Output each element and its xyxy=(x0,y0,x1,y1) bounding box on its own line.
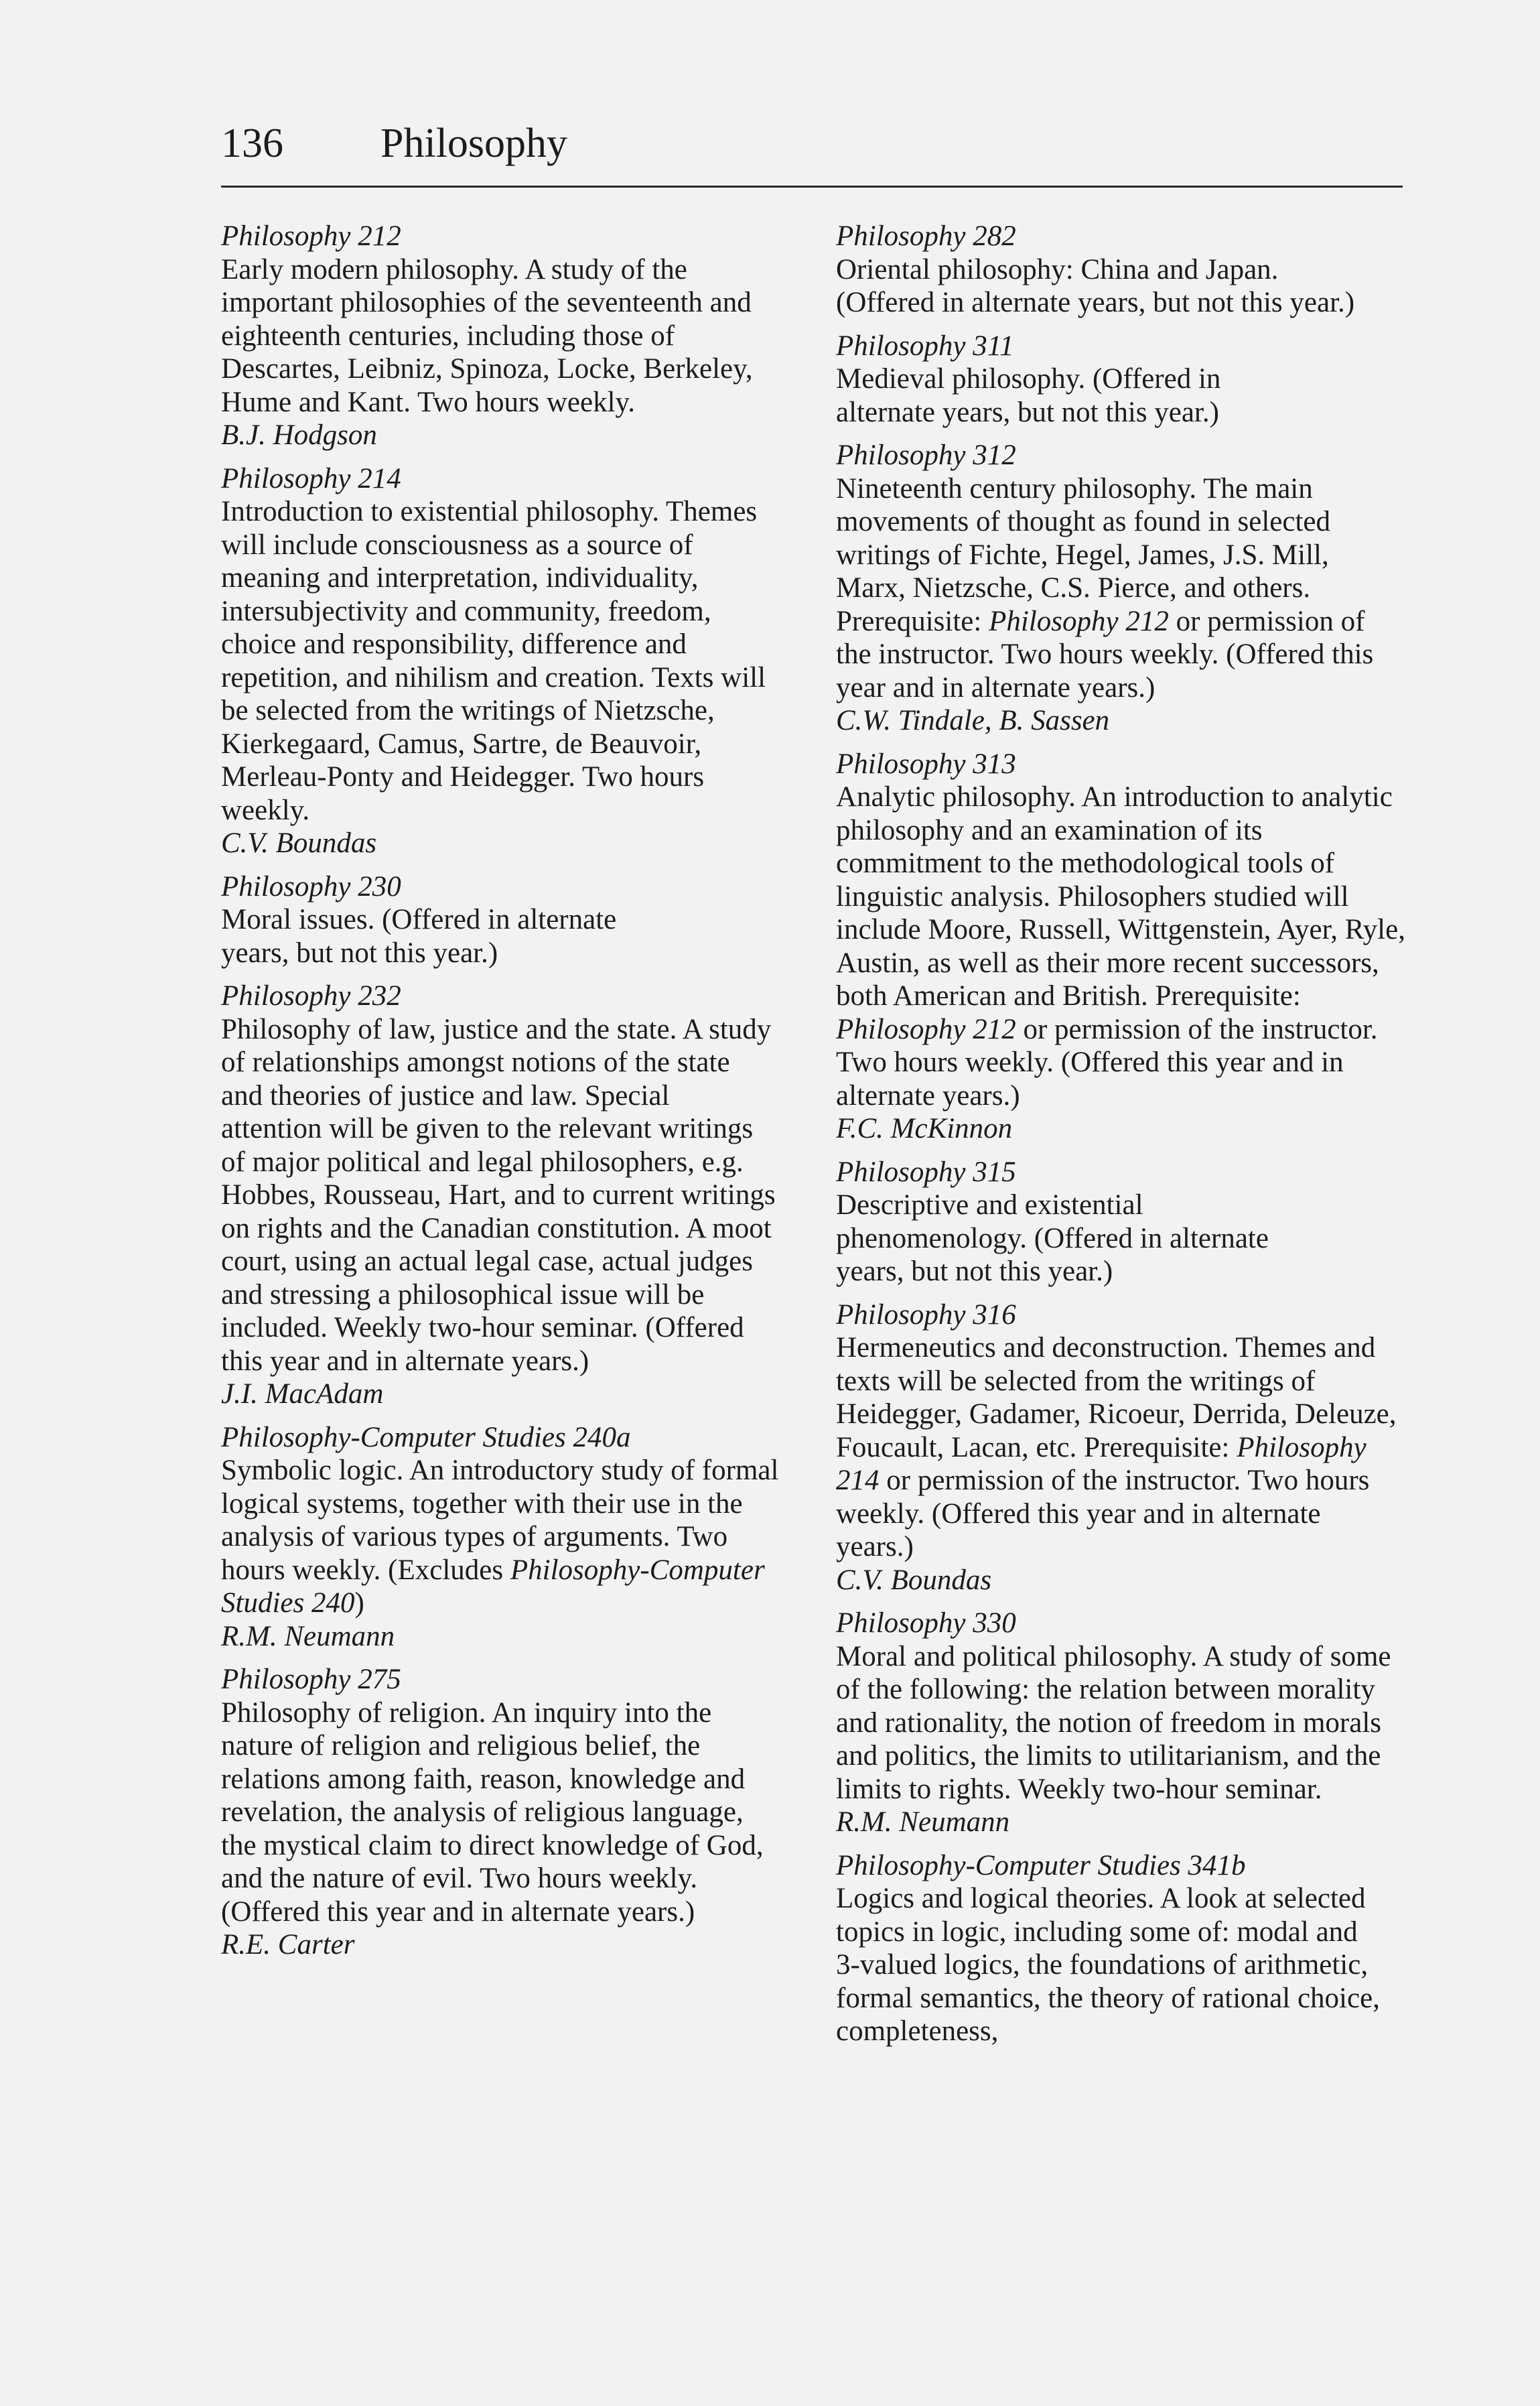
page-number: 136 xyxy=(221,121,283,166)
course-code: Philosophy 316 xyxy=(836,1298,1016,1331)
description-course-ref: Philosophy 212 xyxy=(836,1013,1016,1045)
course-description: Moral issues. (Offered in alternate years, but not this year.) xyxy=(221,904,617,969)
course-code: Philosophy 311 xyxy=(836,330,1014,362)
course-instructor: C.V. Boundas xyxy=(221,827,377,859)
course-code: Philosophy 232 xyxy=(221,980,401,1012)
course-instructor: R.M. Neumann xyxy=(221,1620,395,1652)
course-entry xyxy=(221,220,770,452)
course-code: Philosophy 275 xyxy=(221,1664,401,1695)
course-description: Moral and political philosophy. A study of some of the following: the relation between morality and rationality, the notion of freedom in morals and politics, the limits to utilitarianism, and the limits to rights. Weekly two-hour seminar. xyxy=(836,1640,1391,1805)
course-code: Philosophy-Computer Studies 240a xyxy=(221,1421,631,1453)
course-code: Philosophy 330 xyxy=(836,1607,1016,1639)
course-description: Introduction to existential philosophy. Themes will include consciousness as a source of meaning and interpretation, individuality, intersubjectivity and community, freedom, choice and responsibility, difference and repetition, and nihilism and creation. Texts will be selected from the writings of Nietzsche, Kierkegaard, Camus, Sartre, de Beauvoir, Merleau-Ponty and Heidegger. Two hours weekly. xyxy=(221,496,766,826)
course-entry xyxy=(836,439,1399,738)
description-course-ref: Philosophy 212 xyxy=(989,605,1169,637)
course-instructor: B.J. Hodgson xyxy=(221,419,377,451)
course-instructor: C.W. Tindale, B. Sassen xyxy=(836,705,1110,736)
course-entry xyxy=(221,1663,784,1962)
course-description: Oriental philosophy: China and Japan. (Offered in alternate years, but not this year.) xyxy=(836,253,1355,318)
course-code: Philosophy 315 xyxy=(836,1156,1016,1188)
description-text: Analytic philosophy. An introduction to analytic philosophy and an examination of its commitment to the methodological tools of linguistic analysis. Philosophers studied will include Moore, Russell, Wittgenstein, Ayer, Ryle, Austin, as well as their more recent successors, both American and British. Prerequisite: xyxy=(836,781,1405,1012)
course-entry xyxy=(836,1849,1385,2048)
course-instructor: J.I. MacAdam xyxy=(221,1378,384,1410)
course-entry xyxy=(221,980,777,1411)
course-code: Philosophy-Computer Studies 341b xyxy=(836,1849,1246,1881)
course-description xyxy=(221,1454,784,1620)
course-entry xyxy=(221,462,777,860)
course-code: Philosophy 312 xyxy=(836,440,1016,471)
course-entry xyxy=(836,748,1405,1146)
course-entry xyxy=(836,1607,1405,1839)
course-code: Philosophy 214 xyxy=(221,462,401,494)
course-instructor: R.M. Neumann xyxy=(836,1806,1010,1838)
course-entry xyxy=(221,1421,784,1654)
course-entry xyxy=(836,220,1358,320)
course-code: Philosophy 230 xyxy=(221,870,401,903)
section-title: Philosophy xyxy=(380,121,568,166)
course-entry xyxy=(836,1156,1318,1288)
course-description xyxy=(836,1331,1405,1564)
description-text-after: ) xyxy=(354,1587,364,1619)
course-description xyxy=(836,781,1405,1112)
description-course-ref: Philosophy-Computer Studies 240 xyxy=(221,1554,765,1619)
description-text: Symbolic logic. An introductory study of formal logical systems, together with their use in the analysis of various types of arguments. Two hours weekly. (Excludes xyxy=(221,1455,779,1586)
course-description: Descriptive and existential phenomenology. (Offered in alternate years, but not this year.) xyxy=(836,1189,1269,1287)
right-column xyxy=(836,220,1405,2058)
description-text-after: or permission of the instructor. Two hours weekly. (Offered this year and in alternate years.) xyxy=(836,1013,1378,1112)
course-description: Early modern philosophy. A study of the important philosophies of the seventeenth and eighteenth centuries, including those of Descartes, Leibniz, Spinoza, Locke, Berkeley, Hume and Kant. Two hours weekly. xyxy=(221,253,753,418)
course-description: Medieval philosophy. (Offered in alternate years, but not this year.) xyxy=(836,363,1221,428)
course-code: Philosophy 313 xyxy=(836,748,1016,780)
course-instructor: R.E. Carter xyxy=(221,1929,355,1960)
description-text-after: or permission of the instructor. Two hours weekly. (Offered this year and in alternate years.) xyxy=(836,1465,1370,1562)
course-description: Philosophy of law, justice and the state. A study of relationships amongst notions of the state and theories of justice and law. Special attention will be given to the relevant writings of major political and legal philosophers, e.g. Hobbes, Rousseau, Hart, and to current writings on rights and the Canadian constitution. A moot court, using an actual legal case, actual judges and stressing a philosophical issue will be included. Weekly two-hour seminar. (Offered this year and in alternate years.) xyxy=(221,1013,776,1377)
page-header xyxy=(221,115,1403,188)
course-description: Philosophy of religion. An inquiry into the nature of religion and religious belief, the relations among faith, reason, knowledge and revelation, the analysis of religious language, the mystical claim to direct knowledge of God, and the nature of evil. Two hours weekly. (Offered this year and in alternate years.) xyxy=(221,1696,764,1928)
course-code: Philosophy 212 xyxy=(221,220,401,252)
course-instructor: F.C. McKinnon xyxy=(836,1113,1013,1144)
course-instructor: C.V. Boundas xyxy=(836,1564,992,1596)
description-text: Hermeneutics and deconstruction. Themes and texts will be selected from the writings of Heidegger, Gadamer, Ricoeur, Derrida, Deleuze, Foucault, Lacan, etc. Prerequisite: xyxy=(836,1332,1397,1463)
course-code: Philosophy 282 xyxy=(836,220,1016,252)
course-entry xyxy=(836,330,1318,429)
course-entry xyxy=(221,870,690,970)
left-column xyxy=(221,220,790,1972)
description-course-ref: Philosophy 214 xyxy=(836,1431,1367,1496)
course-description: Logics and logical theories. A look at selected topics in logic, including some of: modal and 3-valued logics, the foundations of arithmetic, formal semantics, the theory of rational choice, completeness, xyxy=(836,1883,1380,2047)
course-entry xyxy=(836,1298,1405,1597)
course-description xyxy=(836,472,1399,705)
description-text-after: or permission of the instructor. Two hours weekly. (Offered this year and in alternate years.) xyxy=(836,605,1374,704)
description-text: Nineteenth century philosophy. The main movements of thought as found in selected writings of Fichte, Hegel, James, J.S. Mill, Marx, Nietzsche, C.S. Pierce, and others. Prerequisite: xyxy=(836,472,1331,637)
